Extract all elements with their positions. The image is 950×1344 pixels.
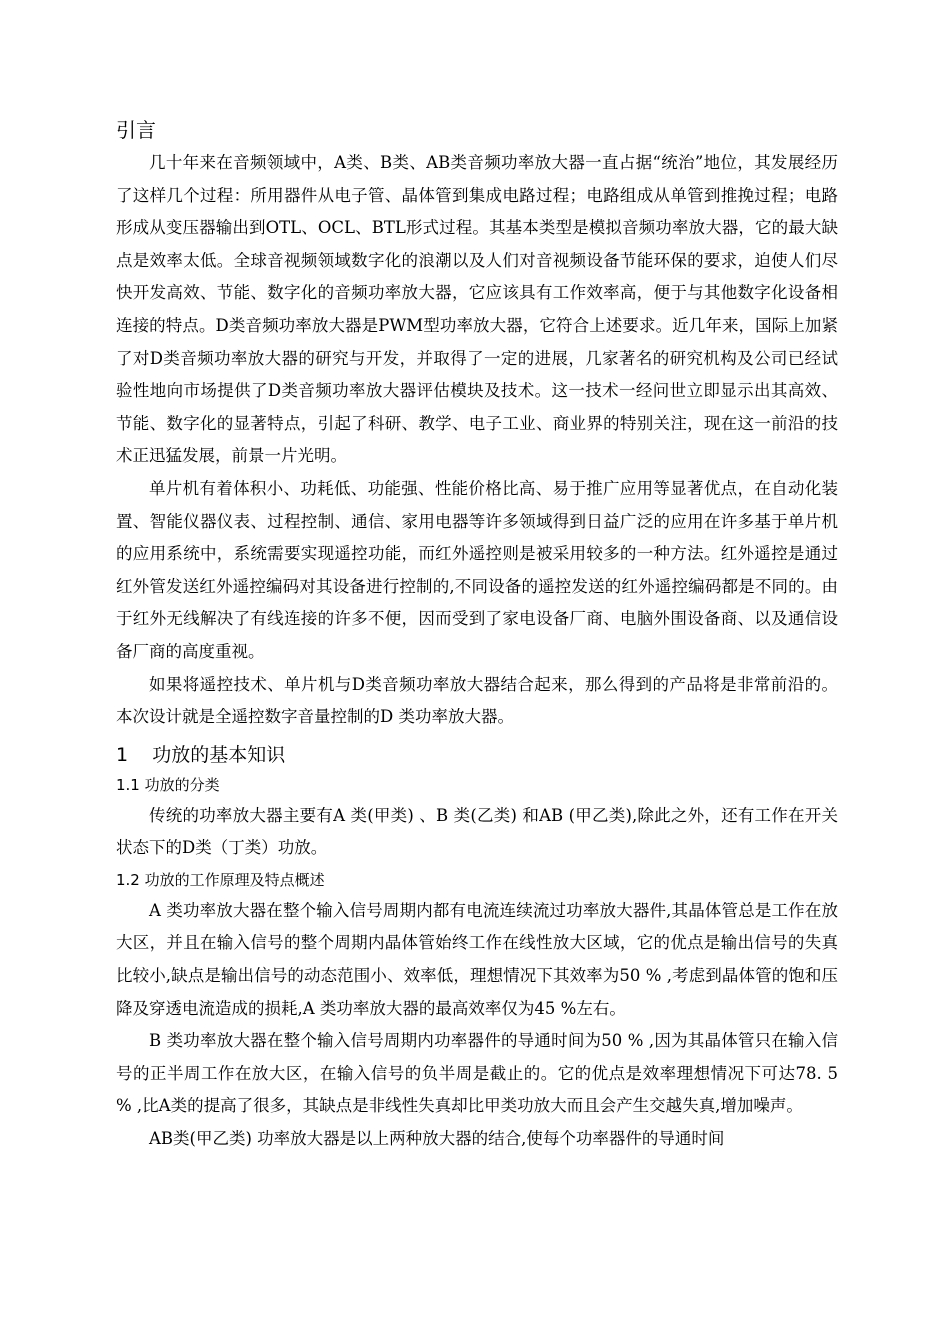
section-1-2-paragraph: A 类功率放大器在整个输入信号周期内都有电流连续流过功率放大器件,其晶体管总是工作在放大区，并且在输入信号的整个周期内晶体管始终工作在线性放大区域，它的优点是输出信号的失真比较小,缺点是输出信号的动态范围小、效率低，理想情况下其效率为50 % ,考虑到晶体管的饱和压降及穿透电流造成的损耗,A 类功率放大器的最高效率仅为45 %左右。 [116,900,838,1018]
section-1-heading: 1 功放的基本知识 [116,743,286,766]
intro-paragraph: 几十年来在音频领域中，A类、B类、AB类音频功率放大器一直占据“统治”地位，其发展经历了这样几个过程：所用器件从电子管、晶体管到集成电路过程；电路组成从单管到推挽过程；电路形成从变压器输出到OTL、OCL、BTL形式过程。其基本类型是模拟音频功率放大器，它的最大缺点是效率太低。全球音视频领域数字化的浪潮以及人们对音视频设备节能环保的要求，迫使人们尽快开发高效、节能、数字化的音频功率放大器，它应该具有工作效率高，便于与其他数字化设备相连接的特点。D类音频功率放大器是PWM型功率放大器，它符合上述要求。近几年来，国际上加紧了对D类音频功率放大器的研究与开发，并取得了一定的进展，几家著名的研究机构及公司已经试验性地向市场提供了D类音频功率放大器评估模块及技术。这一技术一经问世立即显示出其高效、节能、数字化的显著特点，引起了科研、教学、电子工业、商业界的特别关注，现在这一前沿的技术正迅猛发展，前景一片光明。 [116,153,838,466]
section-1-1-heading: 1.1 功放的分类 [116,775,220,794]
intro-heading: 引言 [116,118,156,142]
intro-paragraph: 单片机有着体积小、功耗低、功能强、性能价格比高、易于推广应用等显著优点，在自动化装置、智能仪器仪表、过程控制、通信、家用电器等许多领域得到日益广泛的应用在许多基于单片机的应用系统中，系统需要实现遥控功能，而红外遥控则是被采用较多的一种方法。红外遥控是通过红外管发送红外遥控编码对其设备进行控制的,不同设备的遥控发送的红外遥控编码都是不同的。由于红外无线解决了有线连接的许多不便，因而受到了家电设备厂商、电脑外围设备商、以及通信设备厂商的高度重视。 [116,478,838,661]
section-1-2-heading: 1.2 功放的工作原理及特点概述 [116,870,325,889]
intro-paragraph: 如果将遥控技术、单片机与D类音频功率放大器结合起来，那么得到的产品将是非常前沿的。本次设计就是全遥控数字音量控制的D 类功率放大器。 [116,674,838,727]
section-1-2-paragraph: B 类功率放大器在整个输入信号周期内功率器件的导通时间为50 % ,因为其晶体管只在输入信号的正半周工作在放大区，在输入信号的负半周是截止的。它的优点是效率理想情况下可达78. 5 % ,比A类的提高了很多，其缺点是非线性失真却比甲类功放大而且会产生交越失真,增加噪声。 [116,1031,838,1116]
section-1-2-paragraph: AB类(甲乙类) 功率放大器是以上两种放大器的结合,使每个功率器件的导通时间 [149,1129,725,1149]
page-content [116,114,838,1156]
section-1-1-paragraph: 传统的功率放大器主要有A 类(甲类) 、B 类(乙类) 和AB (甲乙类),除此之外，还有工作在开关状态下的D类（丁类）功放。 [116,805,838,858]
